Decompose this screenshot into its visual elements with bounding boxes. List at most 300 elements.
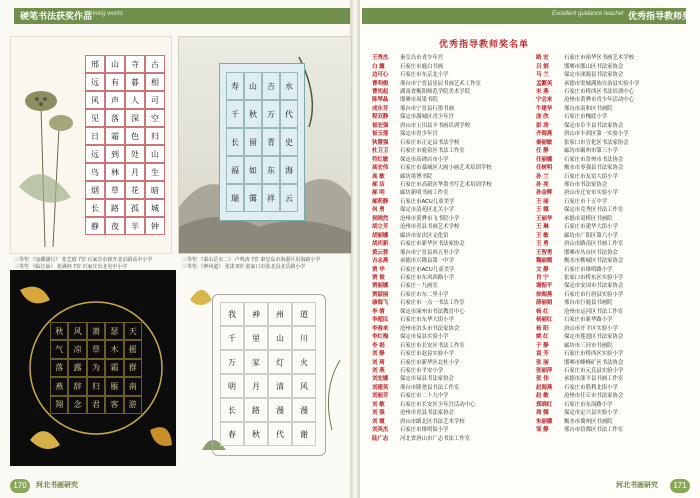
teacher-school: 石家庄市长安区少年宫活动中心 bbox=[400, 401, 476, 408]
artwork-4 bbox=[182, 270, 350, 466]
teacher-row bbox=[536, 256, 686, 264]
teacher-row bbox=[536, 332, 686, 340]
teacher-row bbox=[372, 264, 522, 272]
teacher-name: 曹利俊 bbox=[372, 80, 389, 87]
teacher-name: 白 露 bbox=[372, 63, 385, 70]
calligraphy-char: 游 bbox=[124, 396, 142, 414]
teacher-school: 石家庄市桥西区实验小学 bbox=[564, 351, 624, 358]
calligraphy-char: 灯 bbox=[268, 350, 292, 374]
teacher-row bbox=[372, 374, 522, 382]
teacher-row bbox=[536, 349, 686, 357]
teacher-row bbox=[536, 264, 686, 272]
teacher-row bbox=[536, 180, 686, 188]
calligraphy-char: 瑟 bbox=[105, 322, 123, 340]
teacher-school: 石家庄市鹿白书画 bbox=[400, 63, 444, 70]
teacher-school: 承德市双桥区书画院 bbox=[564, 215, 613, 222]
teacher-row bbox=[372, 61, 522, 69]
teacher-name: 周 娜 bbox=[536, 410, 549, 417]
calligraphy-char: 我 bbox=[220, 302, 244, 326]
calligraphy-char: 城 bbox=[145, 199, 165, 217]
teacher-row bbox=[536, 222, 686, 230]
teacher-school: 保定市满城区青少年宫 bbox=[400, 114, 454, 121]
teacher-name: 朱丽娜 bbox=[536, 418, 553, 425]
calligraphy-char: 千 bbox=[220, 326, 244, 350]
calligraphy-char: 天 bbox=[124, 322, 142, 340]
teacher-school: 石家庄市高新区华墨书写艺术培训学校 bbox=[400, 182, 492, 189]
teacher-row bbox=[536, 239, 686, 247]
teacher-name: 郝 明 bbox=[372, 190, 385, 197]
calligraphy-char: 静 bbox=[85, 217, 105, 235]
calligraphy-char: 萧 bbox=[87, 322, 105, 340]
teacher-school: 邢台市隆尧县书法工作室 bbox=[400, 384, 460, 391]
teacher-name: 王 娜 bbox=[536, 207, 549, 214]
teacher-school: 唐山市丰润区第一实验小学 bbox=[564, 131, 629, 138]
teacher-row bbox=[372, 121, 522, 129]
teacher-school: 沧州市任丘市书法家协会 bbox=[564, 393, 624, 400]
right-header-en: Excellent guidance teacher bbox=[552, 11, 625, 17]
calligraphy-char: 色 bbox=[125, 127, 145, 145]
teacher-row bbox=[372, 383, 522, 391]
teacher-name: 姚 红 bbox=[536, 334, 549, 341]
teacher-row bbox=[536, 281, 686, 289]
teacher-name: 刘宏娜 bbox=[372, 376, 389, 383]
left-footer-brand: 河北书画研究 bbox=[36, 480, 78, 489]
teacher-row bbox=[372, 129, 522, 137]
teacher-row bbox=[372, 315, 522, 323]
caption-2: 三等奖 《秦山岳水二》 卢鸣涛 7岁 秦皇岛市海港区沿海路小学 bbox=[182, 257, 321, 263]
teacher-row bbox=[536, 298, 686, 306]
calligraphy-grid-3 bbox=[50, 322, 142, 414]
teacher-school: 秦皇岛市青少年宫 bbox=[400, 55, 444, 62]
teacher-school: 张家口市桥东区实验小学 bbox=[564, 275, 624, 281]
teacher-name: 贾 华 bbox=[372, 266, 385, 273]
calligraphy-char: 川 bbox=[292, 326, 316, 350]
teacher-row bbox=[372, 188, 522, 196]
teacher-row bbox=[536, 138, 686, 146]
teacher-school: 廊坊墨博书院 bbox=[400, 173, 433, 180]
vase-shaped-card bbox=[219, 63, 305, 221]
teacher-school: 廊坊市安次区文化馆 bbox=[400, 232, 449, 239]
calligraphy-char: 瑞 bbox=[226, 184, 244, 212]
teacher-row bbox=[536, 163, 686, 171]
teacher-name: 文 静 bbox=[536, 266, 549, 273]
teacher-row bbox=[372, 416, 522, 424]
calligraphy-char: 摇 bbox=[124, 340, 142, 358]
teacher-name: 王 琳 bbox=[536, 224, 549, 231]
teacher-school: 唐山市开平区实验小学 bbox=[564, 325, 618, 332]
calligraphy-char: 霭 bbox=[244, 184, 262, 212]
teacher-row bbox=[372, 163, 522, 171]
teacher-school: 唐山市迁安市实验小学 bbox=[564, 190, 618, 197]
teacher-name: 成东芳 bbox=[372, 105, 389, 112]
teacher-row bbox=[372, 231, 522, 239]
teacher-school: 唐山市玉田县丰书画培训学校 bbox=[400, 122, 471, 129]
calligraphy-char: 家 bbox=[244, 350, 268, 374]
calligraphy-char: 草 bbox=[87, 340, 105, 358]
calligraphy-char: 代 bbox=[268, 422, 292, 446]
teacher-school: 邯郸市邯山区书法家协会 bbox=[564, 63, 624, 70]
calligraphy-char: 寺 bbox=[125, 55, 145, 73]
teacher-name: 张 丽 bbox=[536, 359, 549, 366]
teacher-school: 邢台市宁晋县西五里小学 bbox=[400, 249, 460, 256]
calligraphy-char: 客 bbox=[105, 396, 123, 414]
teacher-school: 石家庄市鹿泉区书法工作室 bbox=[400, 148, 465, 155]
calligraphy-char: 州 bbox=[268, 302, 292, 326]
calligraphy-char: 落 bbox=[105, 109, 125, 127]
teacher-school: 石家庄市新华区书法家协会 bbox=[400, 241, 465, 248]
teacher-school: 石家庄市一点一书法工作室 bbox=[400, 300, 465, 307]
calligraphy-char: 到 bbox=[105, 145, 125, 163]
teacher-name: 贾丽娜 bbox=[372, 283, 389, 290]
teacher-name: 宁会来 bbox=[536, 97, 553, 104]
teacher-school: 保定市阜平县书法家协会 bbox=[564, 122, 624, 129]
teacher-school: 石家庄市元氏县实验小学 bbox=[564, 367, 624, 374]
calligraphy-char: 气 bbox=[50, 340, 68, 358]
teacher-school: 保定市安国市书法家协会 bbox=[564, 283, 624, 290]
teacher-row bbox=[372, 324, 522, 332]
teacher-row bbox=[536, 231, 686, 239]
teacher-name: 孙 兰 bbox=[536, 173, 549, 180]
calligraphy-char: 寿 bbox=[226, 72, 244, 100]
teacher-row bbox=[536, 70, 686, 78]
calligraphy-char: 清 bbox=[268, 374, 292, 398]
teacher-name: 张 伟 bbox=[536, 376, 549, 383]
teacher-name: 崔宏强 bbox=[372, 122, 389, 129]
teacher-school: 石家庄市二十九中学 bbox=[400, 393, 449, 400]
teacher-name: 赵海燕 bbox=[536, 384, 553, 391]
teacher-row bbox=[536, 366, 686, 374]
teacher-row bbox=[372, 281, 522, 289]
calligraphy-char: 秋 bbox=[244, 100, 262, 128]
teacher-name: 刘建英 bbox=[372, 384, 389, 391]
teacher-school: 石家庄市ACU儿童美学 bbox=[400, 266, 455, 273]
caption-4: 三等奖 《神州道》 张诺 8岁 张家口市张北县北岳路小学 bbox=[182, 264, 306, 270]
calligraphy-char: 祥 bbox=[262, 184, 280, 212]
teacher-school: 石家庄市东京北小学 bbox=[400, 72, 449, 79]
teacher-name: 李红梅 bbox=[372, 334, 389, 341]
calligraphy-char: 月 bbox=[244, 374, 268, 398]
calligraphy-char: 辞 bbox=[68, 377, 86, 395]
teacher-name: 米 燕 bbox=[536, 89, 549, 96]
calligraphy-char: 海 bbox=[280, 156, 298, 184]
calligraphy-char: 代 bbox=[280, 100, 298, 128]
calligraphy-char: 君 bbox=[87, 396, 105, 414]
calligraphy-char: 可 bbox=[145, 91, 165, 109]
teacher-name: 胡立芳 bbox=[372, 224, 389, 231]
teacher-row bbox=[372, 154, 522, 162]
teacher-name: 郑晓红 bbox=[536, 401, 553, 408]
teacher-name: 边可心 bbox=[372, 72, 389, 79]
teacher-school: 邢台市信都区书法工作室 bbox=[564, 427, 624, 434]
teacher-name: 张丽萍 bbox=[536, 367, 553, 374]
calligraphy-char: 落 bbox=[50, 359, 68, 377]
teacher-school: 沧州市青县书法家协会 bbox=[400, 410, 454, 417]
calligraphy-char: 长 bbox=[220, 398, 244, 422]
teacher-name: 刘英杰 bbox=[372, 427, 389, 434]
teacher-name: 李超民 bbox=[372, 317, 389, 324]
teacher-name: 吕 娟 bbox=[536, 63, 549, 70]
left-header-band bbox=[14, 8, 350, 24]
teacher-row bbox=[372, 171, 522, 179]
teacher-row bbox=[536, 290, 686, 298]
teacher-row bbox=[372, 340, 522, 348]
teacher-row bbox=[372, 239, 522, 247]
teacher-name: 庞 欣 bbox=[536, 114, 549, 121]
teacher-name: 高宏伟 bbox=[372, 165, 389, 172]
calligraphy-char: 吉 bbox=[262, 72, 280, 100]
teacher-name: 任丽娜 bbox=[536, 156, 553, 163]
teacher-row bbox=[536, 146, 686, 154]
teacher-row bbox=[536, 273, 686, 281]
teacher-name: 程双静 bbox=[372, 114, 389, 121]
teacher-row bbox=[372, 87, 522, 95]
teacher-row bbox=[372, 256, 522, 264]
calligraphy-char: 千 bbox=[226, 100, 244, 128]
teacher-school: 湖南省衡阳师范学院美术学院 bbox=[400, 89, 471, 96]
teacher-row bbox=[372, 197, 522, 205]
calligraphy-char: 道 bbox=[292, 302, 316, 326]
teacher-row bbox=[536, 61, 686, 69]
teacher-row bbox=[372, 247, 522, 255]
calligraphy-char: 风 bbox=[292, 374, 316, 398]
teacher-name: 曹宪起 bbox=[372, 89, 389, 96]
teacher-school: 石家庄市藁城区大画小画艺术培训学校 bbox=[400, 165, 492, 172]
teacher-school: 邢台市巨鹿县书画院 bbox=[564, 300, 613, 307]
teacher-school: 石家庄市平安小学 bbox=[400, 367, 444, 374]
teacher-name: 王智勇 bbox=[536, 249, 553, 256]
teacher-name: 孟繁英 bbox=[536, 80, 553, 87]
calligraphy-char: 暮 bbox=[125, 73, 145, 91]
calligraphy-char: 路 bbox=[105, 199, 125, 217]
teacher-name: 符红敏 bbox=[372, 156, 389, 163]
teacher-school: 保定市定兴县实验小学 bbox=[564, 410, 618, 417]
teacher-name: 康海飞 bbox=[372, 300, 389, 307]
calligraphy-char: 孤 bbox=[125, 199, 145, 217]
teacher-school: 衡水市桃城区书法家协会 bbox=[564, 258, 624, 265]
teacher-row bbox=[536, 154, 686, 162]
teacher-school: 石家庄市长安区书法工作室 bbox=[400, 342, 465, 349]
teacher-row bbox=[536, 197, 686, 205]
teacher-school: 石家庄市友谊大街小学 bbox=[564, 173, 618, 180]
teacher-name: 刘 霞 bbox=[372, 418, 385, 425]
teacher-row bbox=[372, 95, 522, 103]
calligraphy-char: 空 bbox=[145, 109, 165, 127]
teacher-row bbox=[536, 214, 686, 222]
teacher-row bbox=[372, 408, 522, 416]
teacher-name: 杨 阳 bbox=[536, 325, 549, 332]
teacher-school: 衡水市冀州区书画院 bbox=[564, 418, 613, 425]
teacher-name: 陆广志 bbox=[372, 435, 389, 442]
teacher-name: 马 兰 bbox=[536, 72, 549, 79]
teacher-school: 邢台市宁晋县星辰书画艺术工作室 bbox=[400, 80, 481, 87]
teacher-name: 贾淑丽 bbox=[372, 291, 389, 298]
teacher-row bbox=[372, 70, 522, 78]
teacher-row bbox=[536, 340, 686, 348]
calligraphy-char: 处 bbox=[125, 145, 145, 163]
calligraphy-char: 万 bbox=[262, 100, 280, 128]
teacher-row bbox=[372, 307, 522, 315]
teacher-school: 石家庄一九画室 bbox=[400, 283, 438, 290]
calligraphy-char: 人 bbox=[125, 91, 145, 109]
teacher-row bbox=[372, 205, 522, 213]
calligraphy-char: 邢 bbox=[85, 55, 105, 73]
calligraphy-char: 为 bbox=[87, 359, 105, 377]
calligraphy-char: 相 bbox=[145, 73, 165, 91]
teacher-row bbox=[536, 416, 686, 424]
artwork-2 bbox=[178, 36, 352, 254]
calligraphy-char: 霜 bbox=[105, 127, 125, 145]
teacher-name: 崔玉莲 bbox=[372, 131, 389, 138]
calligraphy-char: 钟 bbox=[145, 217, 165, 235]
calligraphy-char: 古 bbox=[145, 55, 165, 73]
teacher-school: 张家口市宣化区书法家协会 bbox=[564, 139, 629, 146]
teacher-name: 黄云蓉 bbox=[372, 249, 389, 256]
teacher-row bbox=[372, 78, 522, 86]
teacher-name: 徐海燕 bbox=[536, 291, 553, 298]
calligraphy-char: 山 bbox=[268, 326, 292, 350]
calligraphy-char: 风 bbox=[68, 322, 86, 340]
teacher-row bbox=[372, 104, 522, 112]
teacher-school: 石家庄市新华区北杜小学 bbox=[400, 359, 460, 366]
teacher-name: 任 静 bbox=[536, 148, 549, 155]
calligraphy-char: 风 bbox=[85, 91, 105, 109]
teacher-school: 沧州市运河区书法工作室 bbox=[564, 308, 624, 315]
calligraphy-char: 长 bbox=[226, 128, 244, 156]
calligraphy-char: 明 bbox=[220, 374, 244, 398]
calligraphy-grid-2 bbox=[226, 72, 298, 212]
teacher-row bbox=[536, 171, 686, 179]
teacher-school: 邢台市宁晋县行墨书画 bbox=[400, 105, 454, 112]
artwork-3 bbox=[10, 270, 176, 466]
calligraphy-char: 山 bbox=[145, 145, 165, 163]
teacher-school: 石家庄市东二里小学 bbox=[400, 291, 449, 298]
teacher-school: 石家庄市裕华区书画艺术学校 bbox=[564, 55, 635, 62]
calligraphy-char: 谢 bbox=[292, 422, 316, 446]
calligraphy-grid-4 bbox=[220, 302, 316, 446]
teacher-school: 衡水市枣强县书法家协会 bbox=[564, 165, 624, 172]
teacher-school: 邢台市书法家协会 bbox=[564, 182, 608, 189]
teacher-name: 孙金辉 bbox=[536, 190, 553, 197]
teacher-school: 石家庄市桥西区书法培训中心 bbox=[564, 89, 635, 96]
calligraphy-char: 云 bbox=[280, 184, 298, 212]
teacher-row bbox=[536, 87, 686, 95]
calligraphy-char: 路 bbox=[244, 398, 268, 422]
teacher-name: 赵 敏 bbox=[536, 393, 549, 400]
teacher-row bbox=[372, 357, 522, 365]
teacher-row bbox=[372, 425, 522, 433]
teacher-school: 石家庄市行唐县实验小学 bbox=[564, 291, 624, 298]
teacher-school: 保定市高碑店市小学 bbox=[400, 156, 449, 163]
teacher-name: 贾 俊 bbox=[372, 275, 385, 281]
teacher-school: 沧州市泊头市书法家协会 bbox=[400, 325, 460, 332]
teacher-name: 狄慧强 bbox=[372, 139, 389, 146]
teacher-school: 保定市青少年宫 bbox=[400, 131, 438, 138]
teacher-row bbox=[536, 408, 686, 416]
calligraphy-char: 露 bbox=[68, 359, 86, 377]
teacher-school: 廊坊市霸州市第三小学 bbox=[564, 148, 618, 155]
teacher-school: 承德市宽城满族自治县实验小学 bbox=[564, 80, 640, 87]
teacher-name: 杜卫卫 bbox=[372, 148, 389, 155]
teacher-name: 王秀杰 bbox=[372, 55, 389, 62]
teacher-name: 彭 涛 bbox=[536, 122, 549, 129]
teacher-school: 邯郸市峰峰矿区书法协会 bbox=[564, 359, 624, 366]
teacher-row bbox=[372, 112, 522, 120]
teacher-name: 刘 琦 bbox=[372, 359, 385, 366]
teacher-column-2 bbox=[536, 53, 686, 433]
calligraphy-char: 漫 bbox=[292, 398, 316, 422]
calligraphy-char: 秋 bbox=[50, 322, 68, 340]
teacher-school: 石家庄市十五中学 bbox=[564, 198, 608, 205]
teacher-name: 刘 强 bbox=[372, 410, 385, 417]
calligraphy-char: 见 bbox=[85, 109, 105, 127]
calligraphy-char: 里 bbox=[244, 326, 268, 350]
teacher-name: 谢振平 bbox=[536, 283, 553, 290]
teacher-row bbox=[372, 433, 522, 441]
teacher-row bbox=[536, 391, 686, 399]
teacher-name: 袁 芳 bbox=[536, 351, 549, 358]
teacher-row bbox=[372, 332, 522, 340]
teacher-school: 廊坊市三河市书画院 bbox=[564, 342, 613, 349]
teacher-name: 秦丽敏 bbox=[536, 139, 553, 146]
teacher-school: 河北省唐山市广志书法工作室 bbox=[400, 435, 471, 442]
teacher-name: 肖 宁 bbox=[536, 275, 549, 281]
artwork-1 bbox=[10, 36, 172, 254]
calligraphy-char: 夜 bbox=[105, 217, 125, 235]
teacher-row bbox=[372, 400, 522, 408]
teacher-name: 刘 燕 bbox=[372, 367, 385, 374]
teacher-school: 石家庄市新华路小学 bbox=[564, 317, 613, 324]
teacher-school: 石家庄市胜利北街小学 bbox=[564, 384, 618, 391]
teacher-school: 廊坊市广阳区第六小学 bbox=[564, 232, 618, 239]
calligraphy-char: 生 bbox=[145, 163, 165, 181]
teacher-school: 石家庄市建华大街小学 bbox=[564, 224, 618, 231]
teacher-school: 保定市易县实验小学 bbox=[400, 334, 449, 341]
teacher-school: 沧州市青县书画艺术学校 bbox=[400, 224, 460, 231]
right-header-band bbox=[362, 8, 692, 24]
teacher-row bbox=[536, 205, 686, 213]
list-title: 优秀指导教师奖名单 bbox=[439, 40, 530, 50]
teacher-row bbox=[536, 383, 686, 391]
teacher-school: 石家庄市东华大街小学 bbox=[400, 317, 454, 324]
teacher-row bbox=[536, 357, 686, 365]
calligraphy-char: 漫 bbox=[268, 398, 292, 422]
teacher-row bbox=[536, 400, 686, 408]
teacher-name: 薛丽娟 bbox=[536, 300, 553, 307]
teacher-row bbox=[372, 366, 522, 374]
calligraphy-char: 神 bbox=[244, 302, 268, 326]
teacher-school: 保定市清苑区北关小学 bbox=[400, 207, 454, 214]
calligraphy-char: 归 bbox=[145, 127, 165, 145]
calligraphy-char: 半 bbox=[125, 217, 145, 235]
teacher-name: 王 勇 bbox=[536, 241, 549, 248]
teacher-name: 何 勇 bbox=[372, 207, 385, 214]
calligraphy-char: 秋 bbox=[244, 422, 268, 446]
teacher-row bbox=[536, 129, 686, 137]
calligraphy-char: 暗 bbox=[145, 181, 165, 199]
calligraphy-char: 远 bbox=[85, 145, 105, 163]
teacher-school: 沧州市黄骅市青少年活动中心 bbox=[564, 97, 635, 104]
teacher-column-1 bbox=[372, 53, 522, 442]
calligraphy-char: 留 bbox=[244, 128, 262, 156]
teacher-row bbox=[372, 222, 522, 230]
teacher-name: 于 静 bbox=[536, 342, 549, 349]
calligraphy-char: 月 bbox=[125, 163, 145, 181]
teacher-name: 郝莉静 bbox=[372, 198, 389, 205]
calligraphy-char: 福 bbox=[226, 156, 244, 184]
teacher-name: 王 敏 bbox=[536, 232, 549, 239]
calligraphy-char: 万 bbox=[220, 350, 244, 374]
teacher-school: 承德市滦平县书画工作室 bbox=[564, 376, 624, 383]
